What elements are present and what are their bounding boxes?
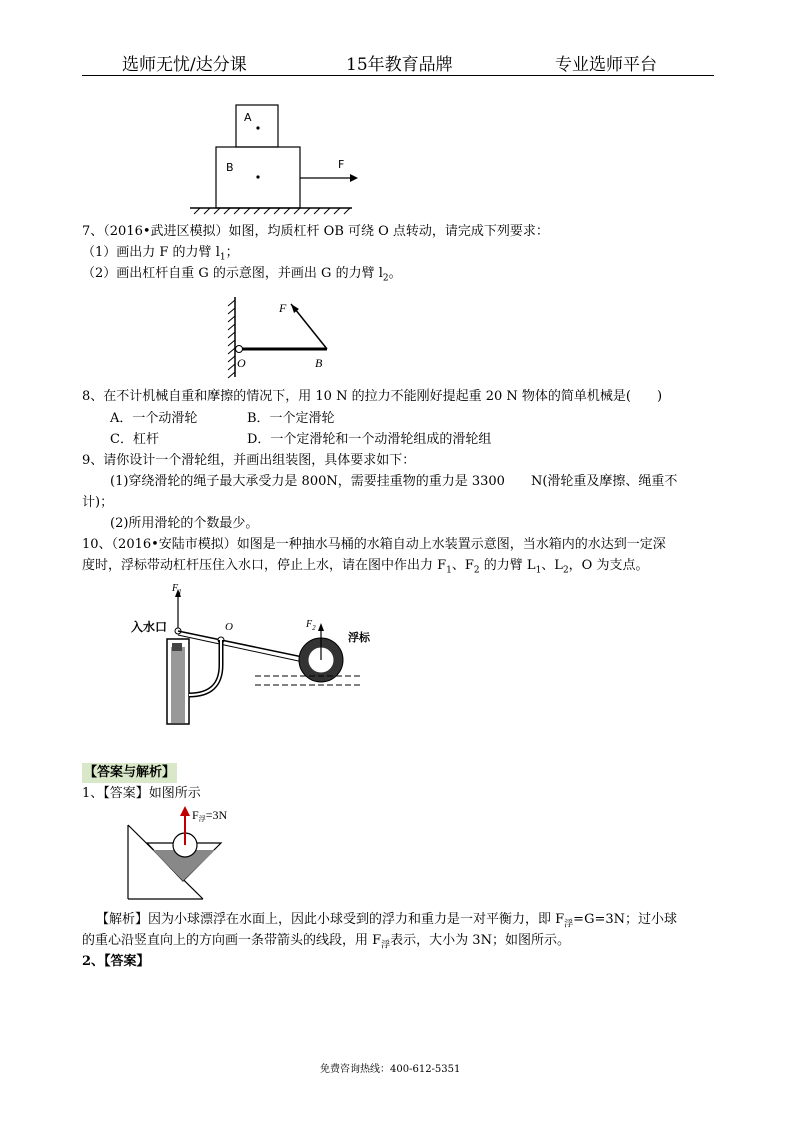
buoyancy-arrowhead (180, 806, 190, 816)
label-f1: $F_1$ (172, 583, 182, 596)
header-left: 选师无忧/达分课 (122, 55, 247, 75)
answer-1-explanation-line2: 的重心沿竖直向上的方向画一条带箭头的线段，用 $F_浮$表示，大小为 3N；如图所示。 (82, 933, 570, 951)
answers-section-title: 【答案与解析】 (82, 763, 177, 783)
q8-option-c: C．杠杆 (110, 432, 159, 447)
answer-1-explanation-line1: 【解析】因为小球漂浮在水面上，因此小球受到的浮力和重力是一对平衡力，即 $F_浮=G=3N$；过小球 (96, 912, 677, 930)
toilet-tank-figure (125, 585, 370, 735)
q8-option-a: A．一个动滑轮 (110, 411, 198, 426)
block-a-center (256, 126, 259, 129)
q7-item2: （2）画出杠杆自重 G 的示意图，并画出 G 的力臂 $l_2$。 (82, 266, 402, 284)
label-o: O (225, 621, 233, 633)
header-divider (82, 75, 714, 76)
blocks-figure (180, 100, 380, 215)
q8-title: 8、在不计机械自重和摩擦的情况下，用 10 N 的拉力不能刚好提起重 20 N 物体的简单机械是( ) (82, 389, 663, 404)
bent-tube (189, 640, 221, 695)
wall-hatch (228, 300, 235, 378)
q7-item1: （1）画出力 F 的力臂 $l_1$； (82, 245, 239, 263)
lever-label-o: O (237, 356, 246, 370)
inlet-valve (172, 643, 182, 651)
footer-hotline: 免费咨询热线：400-612-5351 (320, 1064, 461, 1075)
pivot-o (236, 346, 243, 353)
label-b: B (226, 161, 234, 174)
label-float: 浮标 (348, 631, 370, 644)
answer-2-heading: 2、【答案】 (82, 954, 150, 969)
header-right: 专业选师平台 (555, 55, 657, 75)
q7-title: 7、（2016•武进区模拟）如图，均质杠杆 OB 可绕 O 点转动，请完成下列要求： (82, 224, 549, 239)
q10-line2: 度时，浮标带动杠杆压住入水口，停止上水，请在图中作出力 $F_1$、$F_2$ 的力臂 $L_1$、$L_2$，O 为支点。 (82, 558, 649, 576)
lever-ob-figure (215, 292, 355, 382)
inlet-pipe-fill (171, 647, 185, 723)
force-f2-arrowhead (318, 623, 324, 631)
label-f: F (338, 158, 345, 171)
lever-lower (178, 635, 317, 665)
block-a (236, 105, 278, 147)
lever-upper (178, 631, 317, 660)
q9-title: 9、请你设计一个滑轮组，并画出组装图，具体要求如下： (82, 453, 416, 468)
lever-label-f: F (279, 301, 287, 315)
force-f-arrow (350, 174, 358, 182)
answer-1-heading: 1、【答案】如图所示 (82, 786, 201, 801)
ground-hatch (194, 208, 350, 214)
q9-line1: (1)穿绕滑轮的绳子最大承受力是 800N，需要挂重物的重力是 3300 N(滑轮重及摩擦、绳重不 (110, 474, 678, 489)
header-center: 15年教育品牌 (346, 55, 453, 75)
buoyancy-figure (125, 803, 250, 903)
q9-line3: (2)所用滑轮的个数最少。 (110, 516, 259, 531)
lever-label-b: B (315, 356, 323, 370)
label-inlet: 入水口 (131, 620, 168, 634)
q8-option-b: B．一个定滑轮 (247, 411, 335, 426)
q8-option-d: D．一个定滑轮和一个动滑轮组成的滑轮组 (247, 432, 492, 447)
label-f2: $F_2$ (306, 619, 316, 632)
q9-line2: 计)； (82, 495, 114, 510)
q10-line1: 10、（2016•安陆市模拟）如图是一种抽水马桶的水箱自动上水装置示意图，当水箱内的水达到一定深 (82, 537, 666, 552)
buoyancy-label: F浮=3N (192, 808, 228, 823)
label-a: A (244, 111, 252, 124)
block-b-center (256, 175, 259, 178)
